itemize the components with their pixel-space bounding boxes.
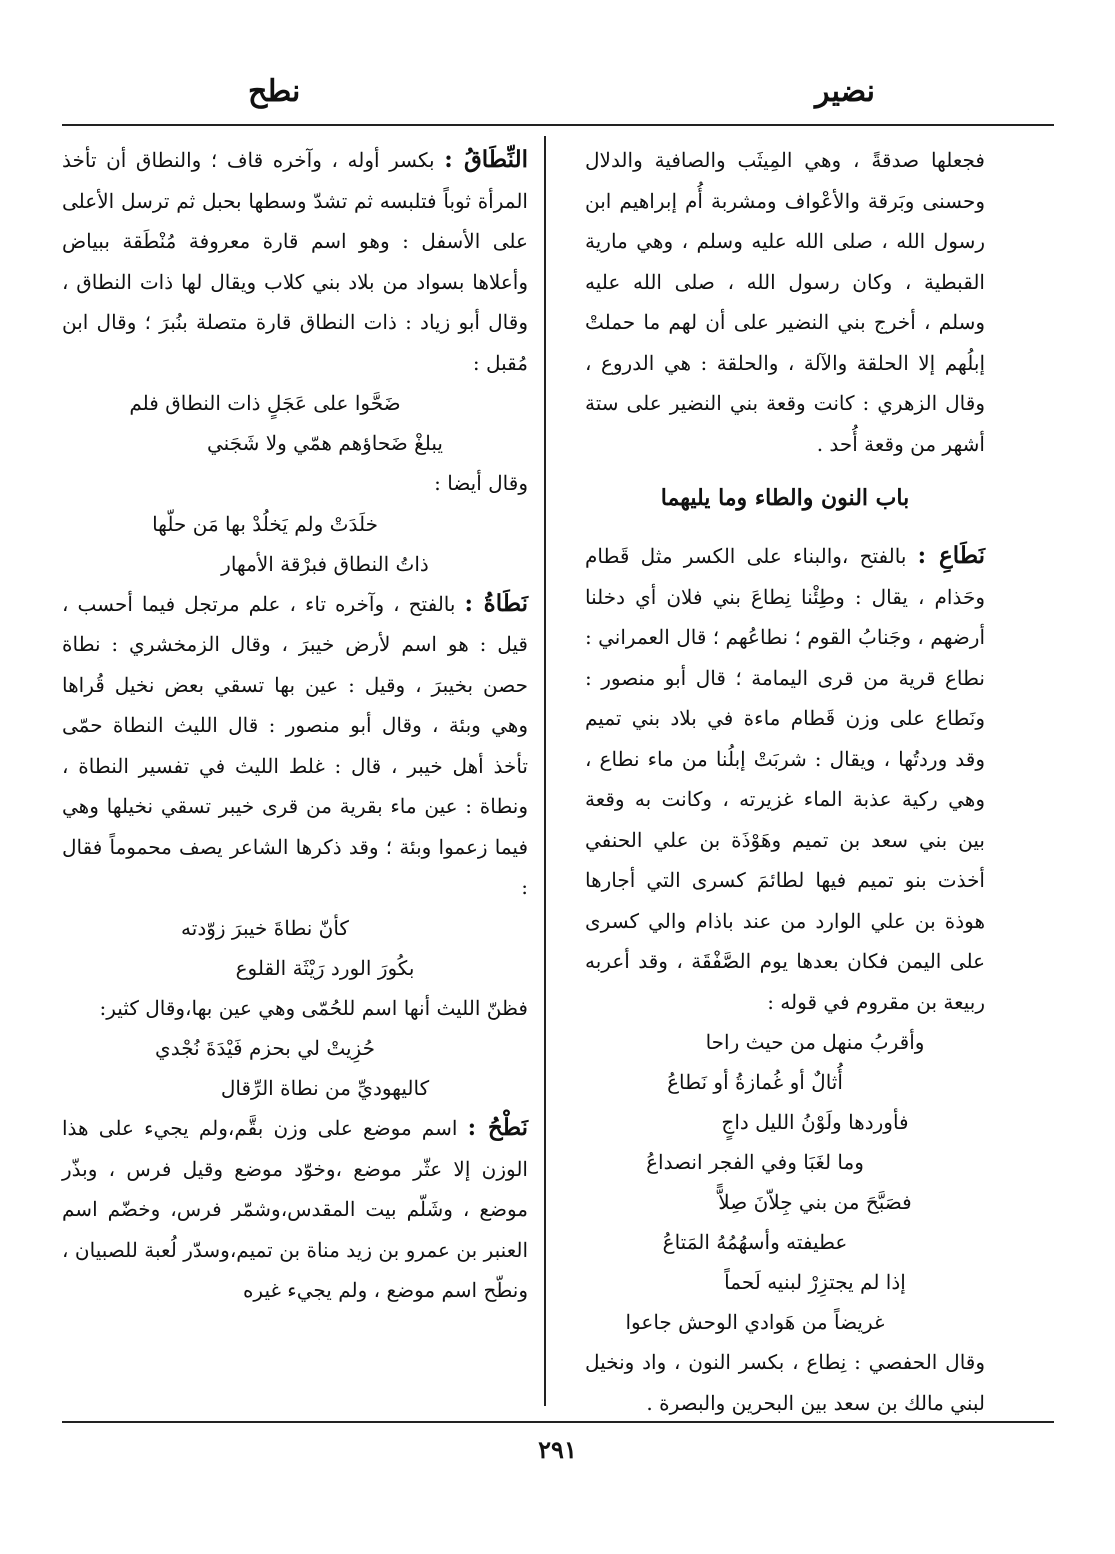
- entry-nataa: [62, 584, 528, 908]
- closing-paragraph: وقال الحفصي : نِطاع ، بكسر النون ، واد ونخيل لبني مالك بن سعد بين البحرين والبصرة .: [585, 1350, 985, 1415]
- verse-line: فأوردها ولَوْنُ الليل داجٍ: [721, 1110, 909, 1134]
- verse-line: بكُورَ الورد رَيْثَة القلوع: [235, 955, 415, 980]
- entry-text: اسم موضع على وزن بقَّم،ولم يجيء على هذا الوزن إلا عثّر موضع ،وخوّد موضع وقيل فرس ، وبذّر موضع ، وشَلّم بيت المقدس،وشمّر فرس، وخضّم اسم العنبر بن عمرو بن زيد مناة بن تميم،وسدّر لُعبة للصبيان ، ونطّح اسم موضع ، ولم يجيء غيره: [62, 1116, 528, 1302]
- said-also: وقال أيضا :: [434, 471, 528, 495]
- verse-line: خلَدَتْ ولم يَخلُدْ بها مَن حلّها: [152, 511, 378, 536]
- after-verse-text: فظنّ الليث أنها اسم للحُمّى وهي عين بها،وقال كثير:: [99, 995, 528, 1020]
- entry-text: بالفتح ،والبناء على الكسر مثل قَطام وحَذام ، يقال : وطِئْنا نِطاعَ بني فلان أي دخلنا أرضهم ، وجَنابُ القوم ؛ نطاعُهم ؛ قال العمراني : نطاع قرية من قرى اليمامة ؛ قال أبو منصور : ونَطاع على وزن قَطام ماءة في بلاد بني تميم وقد وردتُها ، ويقال : شربَتْ إبلُنا من ماء نطاع ، وهي ركية عذبة الماء غزيرته ، وكانت به وقعة بين بني سعد بن تميم وهَوْذَة بن علي الحنفي أخذت بنو تميم فيها لطائمَ كسرى التي أجارها هوذة بن علي الوارد من عند باذام والي كسرى على اليمن فكان بعدها يوم الصَّفْقَة ، وقد أعربه ربيعة بن مقروم في قوله :: [585, 544, 985, 1014]
- verse-line: وما لغَبَا وفي الفجر انصداعُ: [646, 1150, 864, 1174]
- entry-headword: نَطَاعِ :: [917, 542, 986, 569]
- entry-headword: النِّطَاقُ :: [444, 146, 529, 173]
- entry-text: بالفتح ، وآخره تاء ، علم مرتجل فيما أحسب ، قيل : هو اسم لأرض خيبرَ ، وقال الزمخشري : نطاة حصن بخيبرَ ، وقيل : عين بها تسقي بعض نخيل قُراها وهي وبئة ، وقال أبو منصور : قال الليث النطاة حمّى تأخذ أهل خيبر ، قال : غلط الليث في تفسير النطاة ، ونطاة : عين ماء بقرية من قرى خيبر تسقي نخيلها وهي فيما زعموا وبئة ؛ وقد ذكرها الشاعر يصف محموماً فقال :: [62, 591, 528, 899]
- verse-line: عطيفته وأسهُمُهُ المَتاعُ: [662, 1230, 848, 1254]
- entry-nitaa: [585, 536, 985, 1022]
- entry-text: بكسر أوله ، وآخره قاف ؛ والنطاق أن تأخذ المرأة ثوباً فتلبسه ثم تشدّ وسطها بحبل ثم ترسل الأعلى على الأسفل : وهو اسم قارة معروفة مُنْطَقة ببياض وأعلاها بسواد من بلاد بني كلاب ويقال لها ذات النطاق ، وقال أبو زياد : ذات النطاق قارة متصلة بنُبرَ ؛ وقال ابن مُقبل :: [62, 148, 528, 375]
- verse-line: كاليهوديِّ من نطاة الرِّقال: [220, 1076, 430, 1100]
- verse-line: ذاتُ النطاق فبرْقة الأمهار: [221, 551, 429, 576]
- header-rule: [62, 124, 1054, 126]
- verse-line: حُزِيتْ لي بحزم فَيْدَةَ نُجْدي: [155, 1036, 375, 1060]
- footer-rule: [62, 1421, 1054, 1423]
- verse-line: فصَبَّحَ من بني جِلاّنَ صِلاًّ: [718, 1190, 912, 1214]
- verse-line: غريضاً من هَوادي الوحش جاعوا: [625, 1310, 885, 1334]
- verse-line: وأقربُ منهل من حيث راحا: [705, 1030, 925, 1054]
- continuation-paragraph: فجعلها صدقةً ، وهي المِيثَب والصافية والدلال وحسنى وبَرقة والأعْواف ومشربة أُم إبراهيم ابن رسول الله ، صلى الله عليه وسلم ، وهي مارية القبطية ، وكان رسول الله ، صلى الله عليه وسلم ، أخرج بني النضير على أن لهم ما حملتْ إبلُهم إلا الحلقة والآلة ، والحلقة : هي الدروع ، وقال الزهري : كانت وقعة بني النضير على ستة أشهر من وقعة أُحد .: [585, 148, 985, 456]
- entry-headword: نَطْحُ :: [467, 1114, 528, 1141]
- entry-headword: نَطَاةُ :: [464, 589, 528, 617]
- verse-line: إذا لم يجتزِرْ لبنيه لَحماً: [724, 1270, 906, 1294]
- section-title: باب النون والطاء وما يليهما: [660, 485, 910, 511]
- right-column: [585, 140, 985, 1423]
- column-divider: [544, 136, 546, 1406]
- running-header-right: نضير: [815, 74, 875, 109]
- verse-line: ضَحَّوا على عَجَلٍ ذات النطاق فلم: [129, 391, 401, 415]
- left-column: [62, 140, 528, 1311]
- page-number: ٢٩١: [538, 1435, 577, 1464]
- verse-line: كأنّ نطاةَ خيبرَ زوّدته: [181, 915, 349, 940]
- verse-line: يبلغْ ضَحاؤهم همّي ولا شَجَني: [206, 431, 443, 455]
- verse-line: أُثالٌ أو غُمازةُ أو نَطاعُ: [667, 1070, 843, 1094]
- entry-natah: [62, 1108, 528, 1311]
- running-header-left: نطح: [248, 74, 301, 109]
- entry-nitaq: [62, 140, 528, 383]
